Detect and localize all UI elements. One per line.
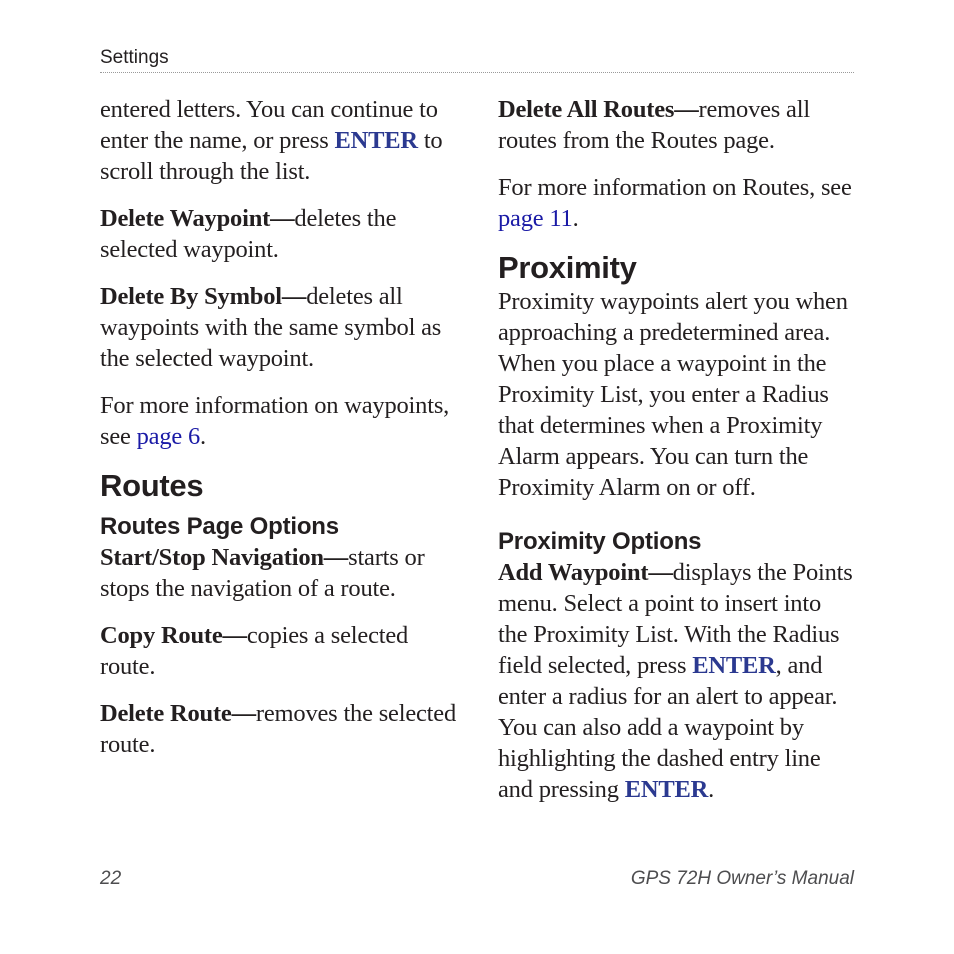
start-stop-navigation-term: Start/Stop Navigation—	[100, 544, 349, 571]
delete-by-symbol-term: Delete By Symbol—	[100, 283, 307, 310]
continued-paragraph: entered letters. You can continue to enter the name, or press ENTER to scroll through the list.	[100, 96, 443, 185]
running-header: Settings	[100, 47, 169, 68]
proximity-options-heading: Proximity Options	[498, 528, 702, 555]
delete-all-routes-entry: Delete All Routes—removes all routes from the Routes page.	[498, 96, 810, 154]
waypoints-reference: For more information on waypoints, see page 6.	[100, 392, 450, 450]
manual-title: GPS 72H Owner’s Manual	[630, 868, 854, 889]
delete-all-routes-term: Delete All Routes—	[498, 96, 699, 123]
routes-reference: For more information on Routes, see page 11.	[498, 174, 852, 232]
enter-key-label: ENTER	[624, 776, 709, 803]
header-divider	[100, 72, 854, 73]
routes-page-options-heading: Routes Page Options	[100, 513, 339, 540]
add-waypoint-entry: Add Waypoint—displays the Points menu. Select a point to insert into the Proximity List. With the Radius field selected, press ENTER, and enter a radius for an alert to appear. You can also add a waypoint by highlighting the dashed entry line and pressing ENTER.	[498, 559, 853, 803]
routes-heading: Routes	[100, 468, 204, 503]
proximity-heading: Proximity	[498, 250, 637, 285]
delete-waypoint-term: Delete Waypoint—	[100, 205, 295, 232]
right-column	[498, 94, 856, 821]
start-stop-navigation-entry: Start/Stop Navigation—starts or stops the navigation of a route.	[100, 544, 425, 602]
delete-route-term: Delete Route—	[100, 700, 256, 727]
delete-by-symbol-entry: Delete By Symbol—deletes all waypoints with the same symbol as the selected waypoint.	[100, 283, 442, 372]
delete-route-entry: Delete Route—removes the selected route.	[100, 700, 456, 758]
proximity-intro: Proximity waypoints alert you when approaching a predetermined area. When you place a waypoint in the Proximity List, you enter a Radius that determines when a Proximity Alarm appears. You can turn the Proximity Alarm on or off.	[498, 288, 848, 501]
page-11-link[interactable]: page 11	[498, 205, 573, 232]
copy-route-entry: Copy Route—copies a selected route.	[100, 622, 409, 680]
enter-key-label: ENTER	[692, 652, 776, 679]
delete-waypoint-entry: Delete Waypoint—deletes the selected waypoint.	[100, 205, 397, 263]
add-waypoint-term: Add Waypoint—	[498, 559, 673, 586]
enter-key-label: ENTER	[334, 127, 418, 154]
page-number: 22	[100, 868, 122, 889]
page-6-link[interactable]: page 6	[136, 423, 201, 450]
left-column	[100, 94, 458, 776]
copy-route-term: Copy Route—	[100, 622, 247, 649]
